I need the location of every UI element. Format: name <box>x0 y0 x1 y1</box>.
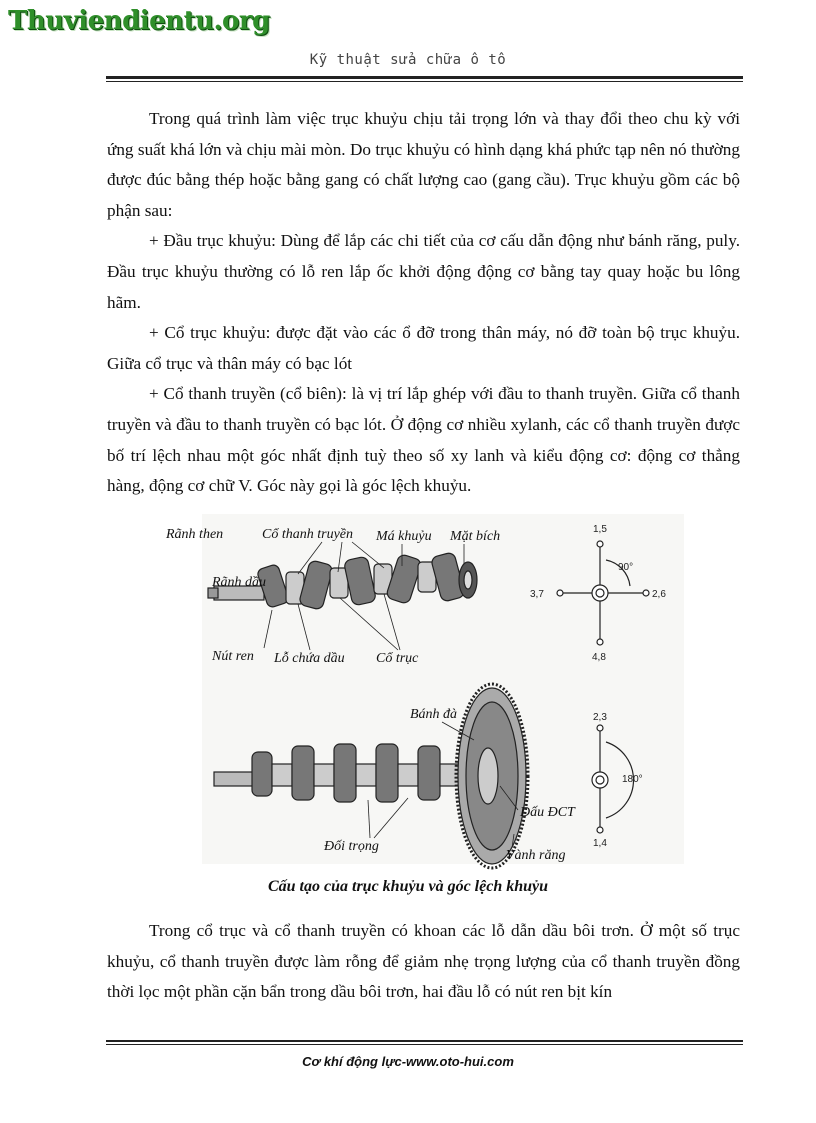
crank-bottom-label: 4,8 <box>592 652 606 663</box>
label-co-thanh-truyen: Cổ thanh truyền <box>262 527 353 542</box>
footer-rule <box>106 1040 743 1042</box>
label-mat-bich: Mặt bích <box>450 529 501 544</box>
label-ma-khuyu: Má khuỷu <box>376 529 432 544</box>
site-logo: Thuviendientu.org <box>8 6 270 36</box>
header-rule <box>106 76 743 79</box>
label-ranh-dau: Rãnh dầu <box>212 575 267 590</box>
paragraph-1: Trong quá trình làm việc trục khuỷu chịu tải trọng lớn và thay đổi theo chu kỳ với ứng suất khá lớn và chịu mài mòn. Do trục khuỷu có hình dạng khá phức tạp nên nó thường được đúc bằng thép hoặc bằng gang có chất lượng cao (gang cầu). Trục khuỷu gồm các bộ phận sau: <box>107 109 740 220</box>
crankshaft-illustration <box>166 514 684 864</box>
crank-top-label: 1,5 <box>593 524 607 535</box>
angle-diagram-90 <box>557 541 649 645</box>
crank-bottom-label-2: 1,4 <box>593 838 607 849</box>
label-lo-chua-dau: Lỗ chứa dầu <box>274 651 345 666</box>
label-doi-trong: Đối trọng <box>324 839 379 854</box>
label-co-truc: Cổ trục <box>376 651 419 666</box>
crankshaft-figure <box>166 514 684 864</box>
paragraph-3: + Cổ trục khuỷu: được đặt vào các ổ đỡ trong thân máy, nó đỡ toàn bộ trục khuỷu. Giữa cổ trục và thân máy có bạc lót <box>107 323 740 373</box>
paragraph-5: Trong cổ trục và cổ thanh truyền có khoan các lỗ dẫn dầu bôi trơn. Ở một số trục khuỷu, cổ thanh truyền được làm rỗng để giảm nhẹ trọng lượng của cổ thanh truyền đồng thời lọc một phần cặn bẩn trong dầu bôi trơn, hai đầu lỗ có nút ren bịt kín <box>107 921 740 1002</box>
angle-180-label: 180° <box>622 774 643 785</box>
crank-top-label-2: 2,3 <box>593 712 607 723</box>
label-ranh-then: Rãnh then <box>166 527 224 542</box>
paragraph-2: + Đầu trục khuỷu: Dùng để lắp các chi tiết của cơ cấu dẫn động như bánh răng, puly. Đầu trục khuỷu thường có lỗ ren lắp ốc khởi động động cơ bằng tay quay hoặc bu lông hãm. <box>107 231 740 312</box>
paragraph-4: + Cổ thanh truyền (cổ biên): là vị trí lắp ghép với đầu to thanh truyền. Giữa cổ thanh truyền và đầu to thanh truyền có bạc lót. Ở động cơ nhiều xylanh, các cổ thanh truyền được bố trí lệch nhau một góc nhất định tuỳ theo số xy lanh và kiểu động cơ: động cơ thẳng hàng, động cơ chữ V. Góc này gọi là góc lệch khuỷu. <box>107 384 740 496</box>
label-vanh-rang: Vành răng <box>506 848 566 863</box>
footer-text: Cơ khí động lực-www.oto-hui.com <box>302 1054 514 1069</box>
body-text-after <box>107 916 740 1008</box>
angle-90-label: 90° <box>618 562 634 573</box>
body-text <box>107 104 740 502</box>
figure-caption: Cấu tạo của trục khuỷu và góc lệch khuỷu <box>267 878 549 895</box>
crank-left-label: 3,7 <box>530 589 544 600</box>
crank-right-label: 2,6 <box>652 589 666 600</box>
header-title: Kỹ thuật sửa chữa ô tô <box>309 52 507 68</box>
label-dau-dct: Dấu ĐCT <box>520 805 575 820</box>
label-banh-da: Bánh đà <box>410 707 458 722</box>
label-nut-ren: Nút ren <box>212 649 254 664</box>
